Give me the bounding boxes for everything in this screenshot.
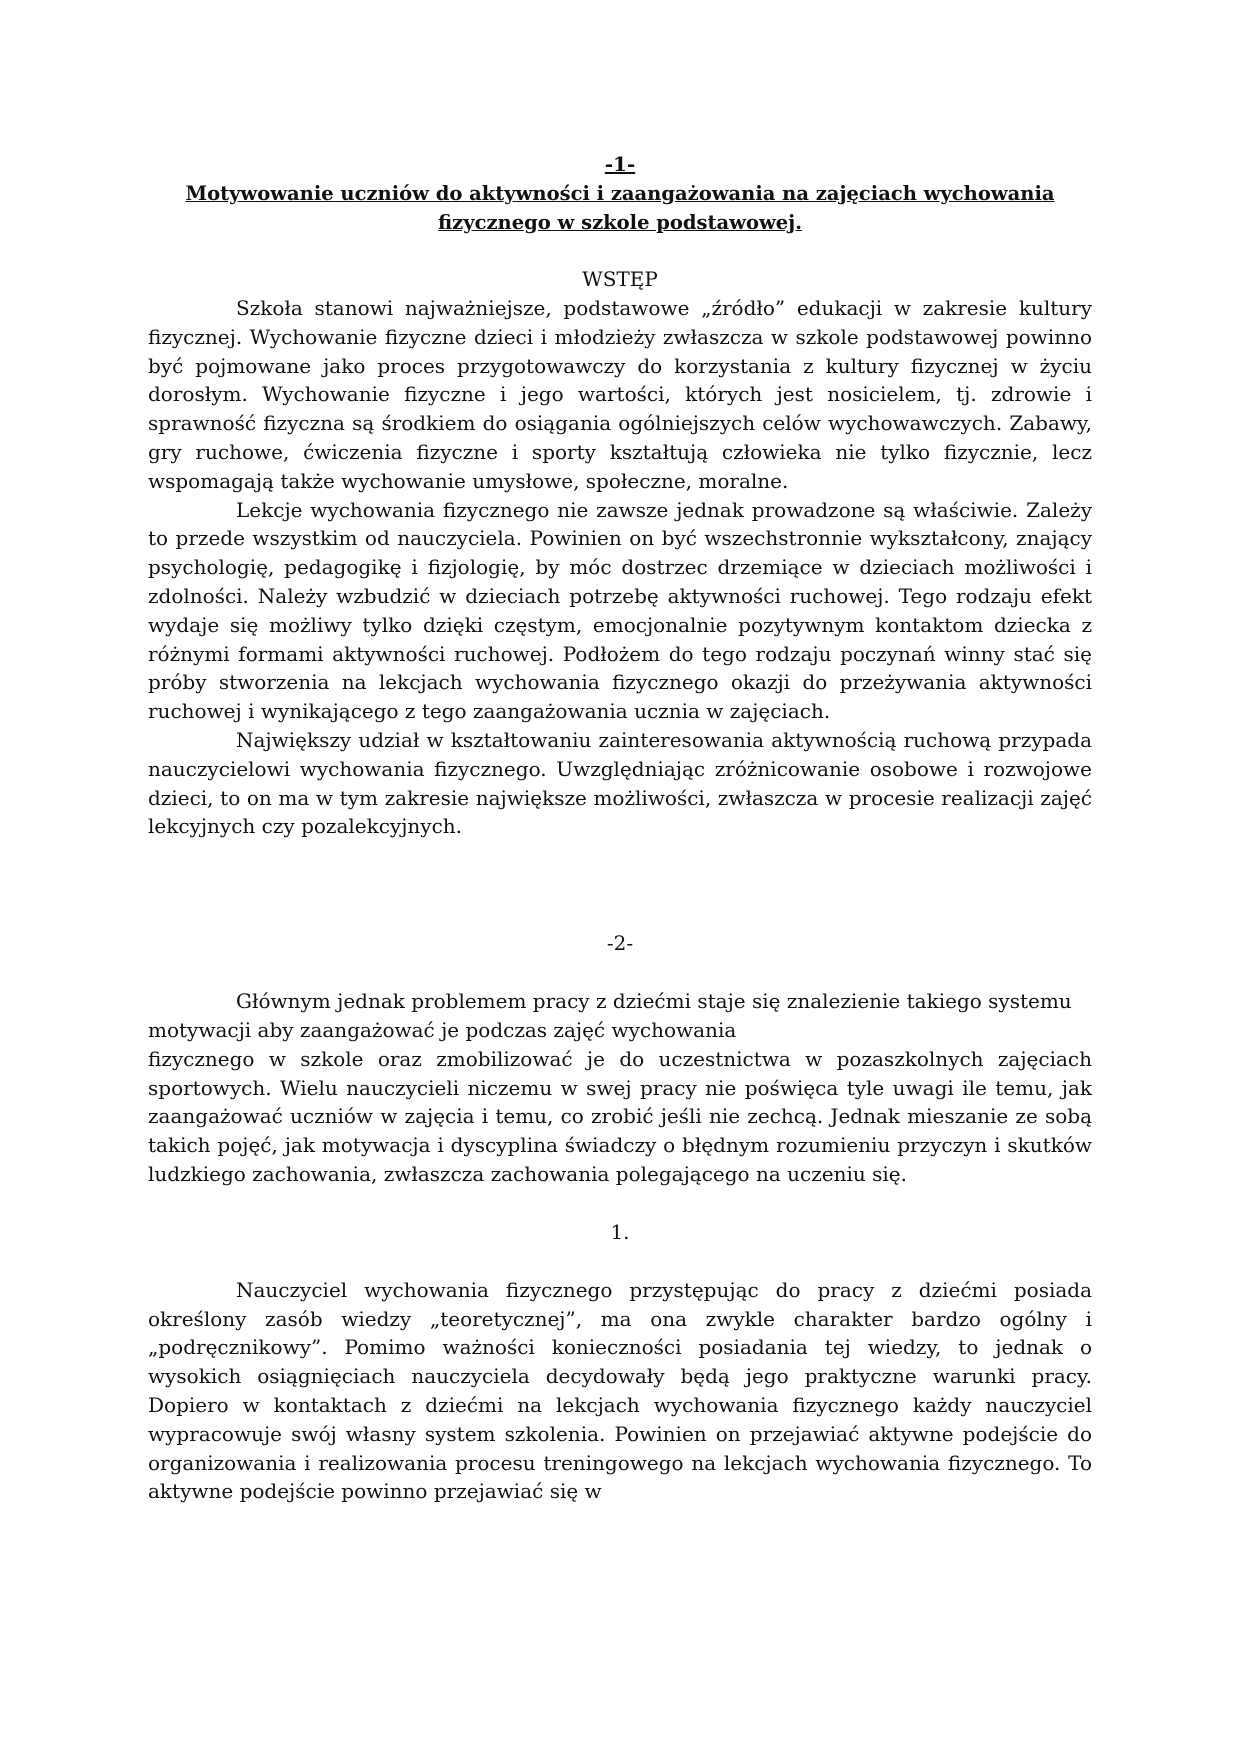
section-number-1: 1. — [610, 1219, 630, 1244]
paragraph-intro-2: Lekcje wychowania fizycznego nie zawsze jednak prowadzone są właściwie. Zależy to przede wszystkim od nauczyciela. Powinien on być wszechstronnie wykształcony, znający psychologię, pedagogikę i fizjologię, by móc dostrzec drzemiące w dzieciach możliwości i zdolności. Należy wzbudzić w dzieciach potrzebę aktywności ruchowej. Tego rodzaju efekt wydaje się możliwy tylko dzięki częstym, emocjonalnie pozytywnym kontaktom dziecka z różnymi formami aktywności ruchowej. Podłożem do tego rodzaju poczynań winny stać się próby stworzenia na lekcjach wychowania fizycznego okazji do przeżywania aktywności ruchowej i wynikającego z tego zaangażowania ucznia w zajęciach. — [148, 497, 1092, 724]
document-title-line-1: Motywowanie uczniów do aktywności i zaangażowania na zajęciach wychowania — [185, 182, 1055, 205]
paragraph-intro-1: Szkoła stanowi najważniejsze, podstawowe „źródło” edukacji w zakresie kultury fizycznej. Wychowanie fizyczne dzieci i młodzieży zwłaszcza w szkole podstawowej powinno być pojmowane jako proces przygotowawczy do korzystania z kultury fizycznej w życiu dorosłym. Wychowanie fizyczne i jego wartości, których jest nosicielem, tj. zdrowie i sprawność fizyczna są środkiem do osiągania ogólniejszych celów wychowawczych. Zabawy, gry ruchowe, ćwiczenia fizyczne i sporty kształtują człowieka nie tylko fizycznie, lecz wspomagają także wychowanie umysłowe, społeczne, moralne. — [148, 296, 1092, 493]
spacer — [148, 1189, 1092, 1218]
paragraph-2-first-line: Głównym jednak problemem pracy z dziećmi staje się znalezienie takiego systemu motywacji aby zaangażować je podczas zajęć wychowania — [148, 989, 1072, 1042]
spacer — [148, 841, 1092, 929]
spacer — [148, 958, 1092, 987]
page-number-1: -1- — [604, 152, 636, 176]
paragraph-intro-3: Największy udział w kształtowaniu zainteresowania aktywnością ruchową przypada nauczycielowi wychowania fizycznego. Uwzględniając zróżnicowanie osobowe i rozwojowe dzieci, to on ma w tym zakresie największe możliwości, zwłaszcza w procesie realizacji zajęć lekcyjnych czy pozalekcyjnych. — [148, 727, 1092, 839]
page-number-2: -2- — [606, 931, 634, 956]
paragraph-section-1: Nauczyciel wychowania fizycznego przystępując do pracy z dziećmi posiada określony zasób wiedzy „teoretycznej”, ma ona zwykle charakter bardzo ogólny i „podręcznikowy”. Pomimo ważności konieczności posiadania tej wiedzy, to jednak o wysokich osiągnięciach nauczyciela decydowały będą jego praktyczne warunki pracy. Dopiero w kontaktach z dziećmi na lekcjach wychowania fizycznego każdy nauczyciel wypracowuje swój własny system szkolenia. Powinien on przejawiać aktywne podejście do organizowania i realizowania procesu treningowego na lekcjach wychowania fizycznego. To aktywne podejście powinno przejawiać się w — [148, 1277, 1092, 1504]
document-content — [148, 150, 1092, 1506]
spacer — [148, 1247, 1092, 1276]
section-heading-wstep: WSTĘP — [582, 267, 658, 291]
paragraph-2-continuation: fizycznego w szkole oraz zmobilizować je do uczestnictwa w pozaszkolnych zajęciach sportowych. Wielu nauczycieli niczemu w swej pracy nie poświęca tyle uwagi ile temu, jak zaangażować uczniów w zajęcia i temu, co zrobić jeśli nie zechcą. Jednak mieszanie ze sobą takich pojęć, jak motywacja i dyscyplina świadczy o błędnym rozumieniu przyczyn i skutków ludzkiego zachowania, zwłaszcza zachowania polegającego na uczeniu się. — [148, 1046, 1092, 1186]
document-title-line-2: fizycznego w szkole podstawowej. — [437, 211, 803, 234]
